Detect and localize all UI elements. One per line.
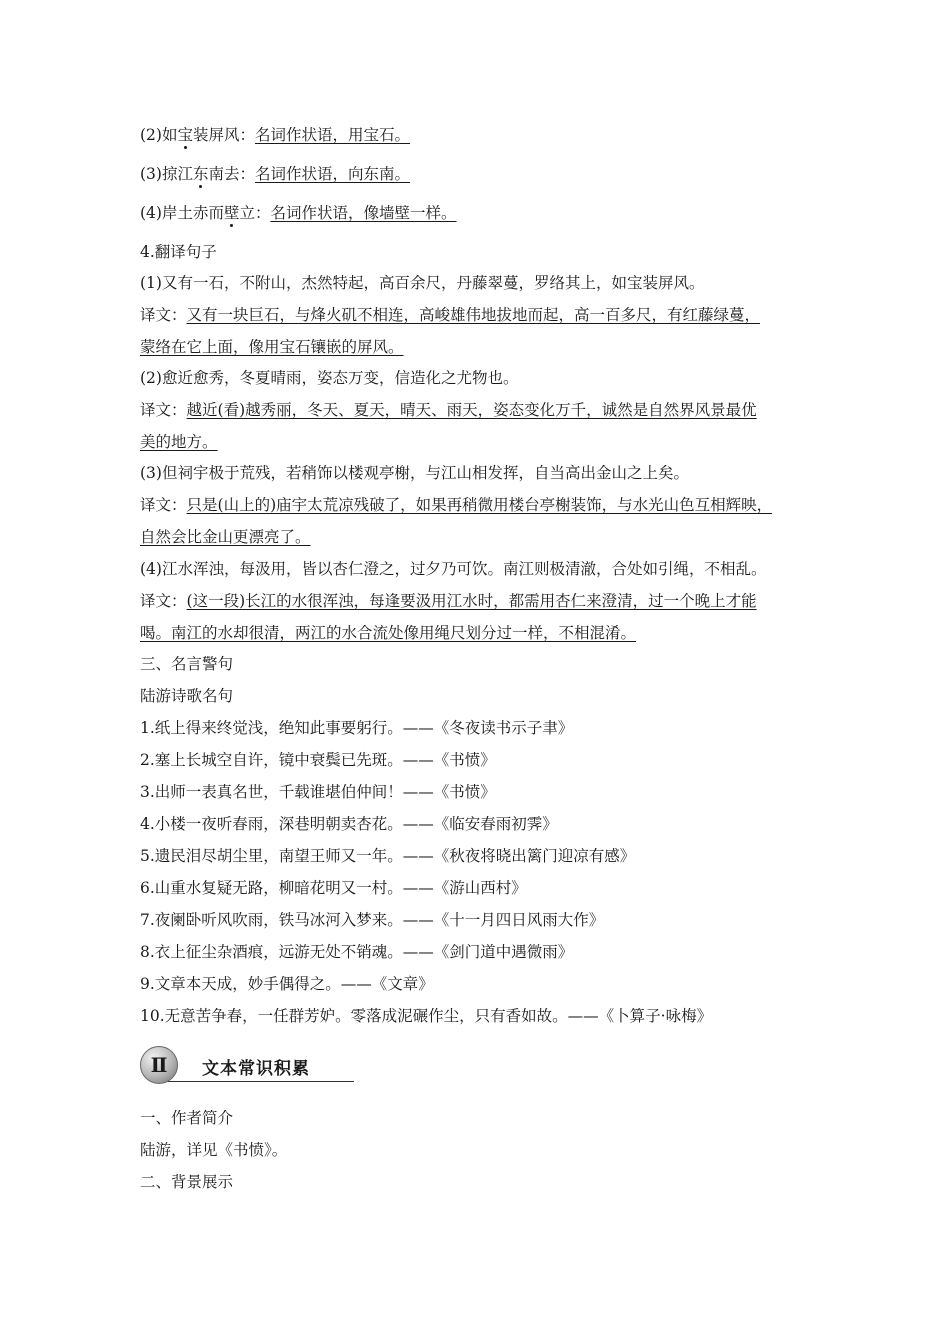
item-4-dotted-char: 壁 xyxy=(223,204,240,222)
translation-2-text: 越近(看)越秀丽，冬天、夏天，晴天、雨天，姿态变化万千，诚然是自然界风景最优 xyxy=(186,401,757,419)
item-3-dotted-char: 东 xyxy=(192,165,209,183)
translation-label: 译文： xyxy=(140,401,187,419)
author-heading: 一、作者简介 xyxy=(140,1109,234,1127)
quote-item: 9.文章本天成，妙手偶得之。——《文章》 xyxy=(140,975,434,993)
translation-3-text: 只是(山上的)庙宇太荒凉残破了，如果再稍微用楼台亭榭装饰，与水光山色互相辉映， xyxy=(186,496,773,514)
translation-1-text: 又有一块巨石，与烽火矶不相连，高峻雄伟地拔地而起，高一百多尺，有红藤绿蔓， xyxy=(186,306,761,324)
translation-2-text-cont: 美的地方。 xyxy=(140,433,218,451)
quote-item: 8.衣上征尘杂酒痕，远游无处不销魂。——《剑门道中遇微雨》 xyxy=(140,943,574,961)
translation-1-text-cont: 蒙络在它上面，像用宝石镶嵌的屏风。 xyxy=(140,338,404,356)
item-3-prefix: (3)掠江 xyxy=(140,165,193,183)
item-2-dotted-char: 宝 xyxy=(177,126,193,144)
translation-2-line-1 xyxy=(140,399,757,421)
sentence-2: (2)愈近愈秀，冬夏晴雨，姿态万变，信造化之尤物也。 xyxy=(140,369,519,387)
translation-3-line-2 xyxy=(140,526,311,548)
banner-title: 文本常识积累 xyxy=(202,1059,310,1079)
quotes-heading: 三、名言警句 xyxy=(140,655,234,673)
sentence-3: (3)但祠宇极于荒残，若稍饰以楼观亭榭，与江山相发挥，自当高出金山之上矣。 xyxy=(140,464,689,482)
translation-1-line-2 xyxy=(140,336,404,358)
quote-item: 6.山重水复疑无路，柳暗花明又一村。——《游山西村》 xyxy=(140,879,527,897)
item-2 xyxy=(140,124,410,146)
item-3-suffix: 南去： xyxy=(208,165,255,183)
sentence-4: (4)江水浑浊，每汲用，皆以杏仁澄之，过夕乃可饮。南江则极清澈，合处如引绳，不相乱。 xyxy=(140,560,767,578)
translation-3-line-1 xyxy=(140,494,772,516)
translate-heading: 4.翻译句子 xyxy=(140,243,217,261)
translation-3-text-cont: 自然会比金山更漂亮了。 xyxy=(140,528,311,546)
translation-4-line-2 xyxy=(140,622,636,644)
quote-item: 10.无意苦争春，一任群芳妒。零落成泥碾作尘，只有香如故。——《卜算子·咏梅》 xyxy=(140,1007,713,1025)
item-2-suffix: 装屏风： xyxy=(192,126,255,144)
sentence-1: (1)又有一石，不附山，杰然特起，高百余尺，丹藤翠蔓，罗络其上，如宝装屏风。 xyxy=(140,274,705,292)
quote-item: 5.遗民泪尽胡尘里，南望王师又一年。——《秋夜将晓出篱门迎凉有感》 xyxy=(140,847,636,865)
background-heading: 二、背景展示 xyxy=(140,1173,234,1191)
item-3 xyxy=(140,163,410,185)
translation-4-text-cont: 喝。南江的水却很清，两江的水合流处像用绳尺划分过一样，不相混淆。 xyxy=(140,624,637,642)
translation-label: 译文： xyxy=(140,306,187,324)
item-2-answer: 名词作状语，用宝石。 xyxy=(255,126,411,144)
quote-item: 7.夜阑卧听风吹雨，铁马冰河入梦来。——《十一月四日风雨大作》 xyxy=(140,911,605,929)
quote-item: 3.出师一表真名世，千载谁堪伯仲间！——《书愤》 xyxy=(140,783,496,801)
quotes-subheading: 陆游诗歌名句 xyxy=(140,687,234,705)
author-text: 陆游，详见《书愤》。 xyxy=(140,1141,288,1159)
quote-item: 4.小楼一夜听春雨，深巷明朝卖杏花。——《临安春雨初霁》 xyxy=(140,815,558,833)
section-banner xyxy=(140,1046,354,1084)
quote-item: 1.纸上得来终觉浅，绝知此事要躬行。——《冬夜读书示子聿》 xyxy=(140,719,574,737)
item-4-prefix: (4)岸土赤而 xyxy=(140,204,224,222)
quote-item: 2.塞上长城空自许，镜中衰鬓已先斑。——《书愤》 xyxy=(140,751,496,769)
roman-numeral-badge: Ⅱ xyxy=(140,1046,178,1084)
translation-2-line-2 xyxy=(140,431,218,453)
translation-label: 译文： xyxy=(140,496,187,514)
item-4 xyxy=(140,202,457,224)
translation-1-line-1 xyxy=(140,304,760,326)
translation-4-line-1 xyxy=(140,590,757,612)
item-3-answer: 名词作状语，向东南。 xyxy=(255,165,411,183)
item-4-suffix: 立： xyxy=(239,204,271,222)
item-4-answer: 名词作状语，像墙壁一样。 xyxy=(270,204,457,222)
item-2-prefix: (2)如 xyxy=(140,126,178,144)
translation-4-text: (这一段)长江的水很浑浊，每逢要汲用江水时，都需用杏仁来澄清，过一个晚上才能 xyxy=(186,592,757,610)
translation-label: 译文： xyxy=(140,592,187,610)
